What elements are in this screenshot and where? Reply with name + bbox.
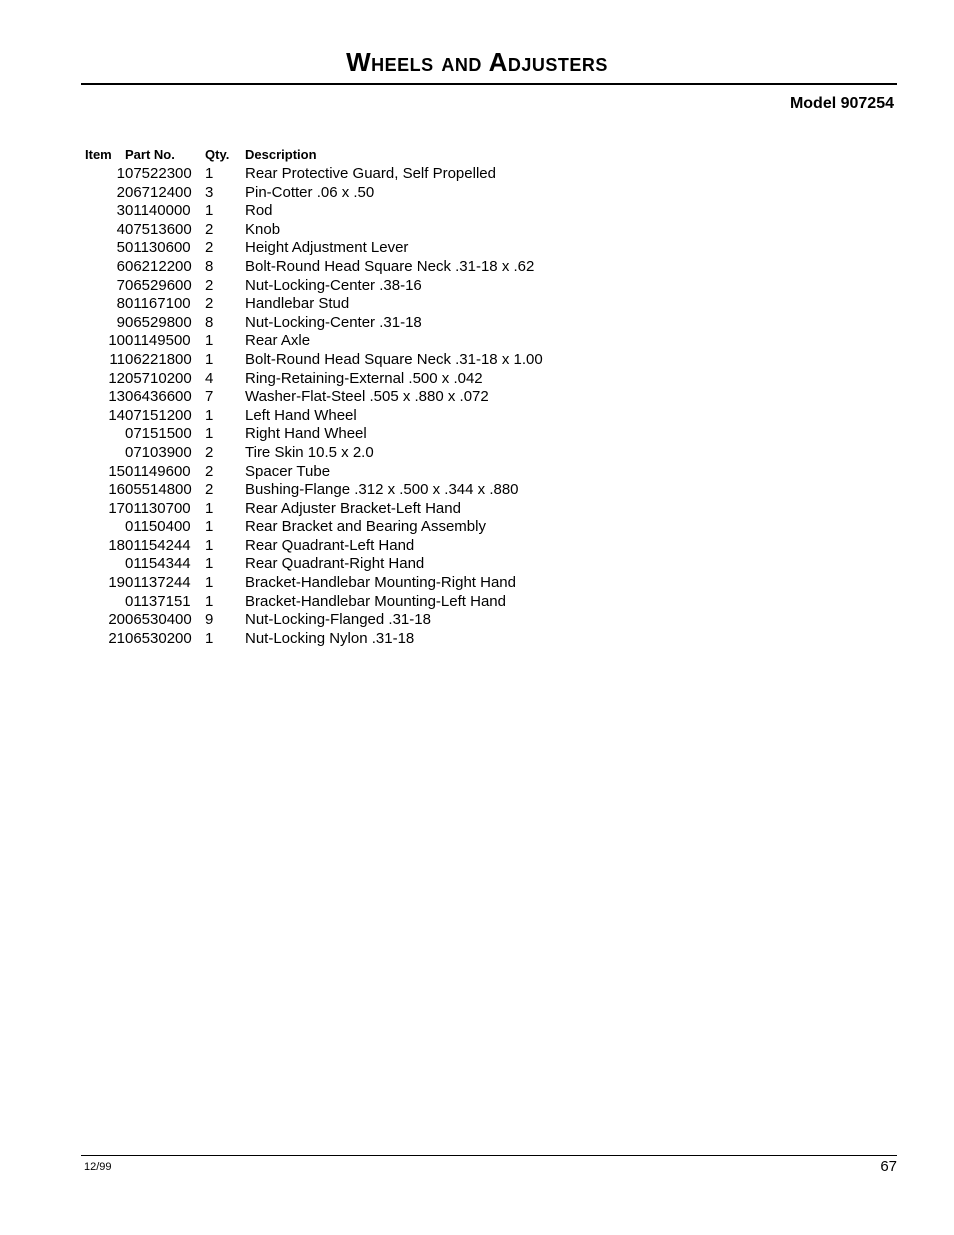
cell-description: Height Adjustment Lever — [245, 239, 409, 257]
cell-qty: 1 — [205, 332, 214, 350]
cell-description: Knob — [245, 220, 281, 238]
cell-part-no: 01130600 — [125, 239, 191, 257]
table-row — [85, 593, 543, 612]
table-row — [85, 555, 543, 574]
table-row — [85, 388, 543, 407]
table-row — [85, 425, 543, 444]
cell-item — [85, 555, 125, 574]
cell-qty: 1 — [205, 629, 214, 647]
cell-item: 5 — [116, 239, 125, 257]
cell-item: 13 — [108, 388, 125, 406]
cell-description: Bushing-Flange .312 x .500 x .344 x .880 — [245, 481, 519, 499]
table-row — [85, 407, 543, 426]
cell-qty: 1 — [205, 499, 214, 517]
table-row — [85, 277, 543, 296]
cell-description: Bolt-Round Head Square Neck .31-18 x .62 — [245, 257, 535, 275]
cell-qty: 1 — [205, 574, 214, 592]
cell-item: 7 — [116, 276, 125, 294]
cell-qty: 2 — [205, 220, 214, 238]
cell-item: 6 — [116, 257, 125, 275]
cell-qty: 8 — [205, 257, 214, 275]
cell-description: Ring-Retaining-External .500 x .042 — [245, 369, 483, 387]
footer-date: 12/99 — [84, 1161, 112, 1173]
title-divider — [81, 83, 897, 85]
cell-item: 19 — [108, 574, 125, 592]
cell-qty: 1 — [205, 518, 214, 536]
table-row — [85, 221, 543, 240]
cell-item: 3 — [116, 202, 125, 220]
header-part-no: Part No. — [125, 146, 175, 162]
cell-item — [85, 444, 125, 463]
cell-description: Rear Axle — [245, 332, 311, 350]
cell-part-no: 07151200 — [125, 406, 192, 424]
cell-qty: 2 — [205, 481, 214, 499]
cell-description: Left Hand Wheel — [245, 406, 357, 424]
cell-description: Rear Quadrant-Right Hand — [245, 555, 425, 573]
cell-part-no: 06221800 — [125, 350, 192, 368]
table-row — [85, 444, 543, 463]
page-number: 67 — [880, 1158, 897, 1175]
cell-item: 4 — [116, 220, 125, 238]
cell-part-no: 01154344 — [125, 555, 191, 573]
cell-item: 16 — [108, 481, 125, 499]
cell-qty: 1 — [205, 425, 214, 443]
cell-item: 8 — [116, 295, 125, 313]
cell-part-no: 06712400 — [125, 183, 192, 201]
cell-item: 1 — [116, 165, 125, 182]
cell-description: Nut-Locking-Flanged .31-18 — [245, 611, 431, 629]
cell-item — [85, 518, 125, 537]
cell-part-no: 06530200 — [125, 629, 192, 647]
cell-part-no: 01149500 — [125, 332, 191, 350]
table-row — [85, 500, 543, 519]
cell-qty: 9 — [205, 611, 214, 629]
cell-description: Rod — [245, 202, 273, 220]
cell-part-no: 06529600 — [125, 276, 192, 294]
cell-qty: 2 — [205, 239, 214, 257]
cell-item: 14 — [108, 406, 125, 424]
cell-item: 15 — [108, 462, 125, 480]
cell-item — [85, 425, 125, 444]
cell-part-no: 01167100 — [125, 295, 191, 313]
cell-qty: 1 — [205, 555, 214, 573]
table-row — [85, 630, 543, 649]
table-row — [85, 611, 543, 630]
cell-part-no: 05710200 — [125, 369, 192, 387]
table-row — [85, 202, 543, 221]
cell-description: Tire Skin 10.5 x 2.0 — [245, 443, 374, 461]
table-row — [85, 165, 543, 184]
table-row — [85, 518, 543, 537]
cell-item: 12 — [108, 369, 125, 387]
cell-description: Nut-Locking-Center .31-18 — [245, 313, 422, 331]
cell-part-no: 07151500 — [125, 425, 192, 443]
table-header-row — [85, 143, 543, 165]
cell-part-no: 06436600 — [125, 388, 192, 406]
cell-part-no: 01140000 — [125, 202, 191, 220]
cell-part-no: 06212200 — [125, 257, 192, 275]
header-item: Item — [85, 146, 112, 162]
parts-table-body — [85, 165, 543, 648]
cell-description: Bracket-Handlebar Mounting-Left Hand — [245, 592, 506, 610]
cell-item: 21 — [108, 629, 125, 647]
table-row — [85, 370, 543, 389]
cell-qty: 2 — [205, 295, 214, 313]
cell-item: 18 — [108, 536, 125, 554]
header-description: Description — [245, 146, 317, 162]
cell-qty: 1 — [205, 536, 214, 554]
model-number: Model 907254 — [789, 95, 894, 112]
table-row — [85, 463, 543, 482]
cell-qty: 4 — [205, 369, 214, 387]
cell-description: Right Hand Wheel — [245, 425, 367, 443]
cell-item: 2 — [116, 183, 125, 201]
cell-part-no: 07513600 — [125, 220, 192, 238]
table-row — [85, 332, 543, 351]
table-row — [85, 184, 543, 203]
cell-qty: 2 — [205, 276, 214, 294]
cell-qty: 1 — [205, 202, 214, 220]
cell-qty: 1 — [205, 406, 214, 424]
cell-qty: 1 — [205, 592, 214, 610]
cell-item: 9 — [116, 313, 125, 331]
table-row — [85, 537, 543, 556]
cell-part-no: 07103900 — [125, 443, 192, 461]
table-row — [85, 314, 543, 333]
cell-qty: 1 — [205, 165, 214, 182]
cell-description: Pin-Cotter .06 x .50 — [245, 183, 375, 201]
cell-description: Rear Protective Guard, Self Propelled — [245, 165, 496, 182]
header-qty: Qty. — [205, 146, 230, 162]
cell-item: 11 — [109, 350, 125, 368]
table-row — [85, 239, 543, 258]
cell-qty: 2 — [205, 462, 214, 480]
cell-item: 17 — [108, 499, 125, 517]
cell-part-no: 05514800 — [125, 481, 192, 499]
cell-description: Handlebar Stud — [245, 295, 350, 313]
footer-divider — [81, 1155, 897, 1156]
cell-description: Nut-Locking Nylon .31-18 — [245, 629, 415, 647]
cell-part-no: 01149600 — [125, 462, 191, 480]
page-title: Wheels and Adjusters — [346, 47, 608, 77]
cell-part-no: 07522300 — [125, 165, 192, 182]
cell-part-no: 06529800 — [125, 313, 192, 331]
cell-description: Washer-Flat-Steel .505 x .880 x .072 — [245, 388, 489, 406]
cell-description: Rear Adjuster Bracket-Left Hand — [245, 499, 461, 517]
table-row — [85, 351, 543, 370]
cell-part-no: 01130700 — [125, 499, 191, 517]
cell-part-no: 01150400 — [125, 518, 191, 536]
cell-description: Nut-Locking-Center .38-16 — [245, 276, 422, 294]
table-row — [85, 574, 543, 593]
cell-description: Spacer Tube — [245, 462, 331, 480]
cell-item: 20 — [108, 611, 125, 629]
table-row — [85, 295, 543, 314]
cell-item: 10 — [108, 332, 125, 350]
cell-qty: 2 — [205, 443, 214, 461]
cell-qty: 8 — [205, 313, 214, 331]
cell-description: Rear Bracket and Bearing Assembly — [245, 518, 486, 536]
cell-part-no: 06530400 — [125, 611, 192, 629]
cell-part-no: 01137151 — [125, 592, 191, 610]
table-row — [85, 258, 543, 277]
cell-description: Bracket-Handlebar Mounting-Right Hand — [245, 574, 516, 592]
cell-description: Rear Quadrant-Left Hand — [245, 536, 415, 554]
cell-qty: 1 — [205, 350, 214, 368]
parts-table — [85, 143, 543, 648]
cell-qty: 3 — [205, 183, 214, 201]
cell-part-no: 01137244 — [125, 574, 191, 592]
cell-item — [85, 593, 125, 612]
cell-description: Bolt-Round Head Square Neck .31-18 x 1.00 — [245, 350, 543, 368]
cell-part-no: 01154244 — [125, 536, 191, 554]
table-row — [85, 481, 543, 500]
cell-qty: 7 — [205, 388, 214, 406]
